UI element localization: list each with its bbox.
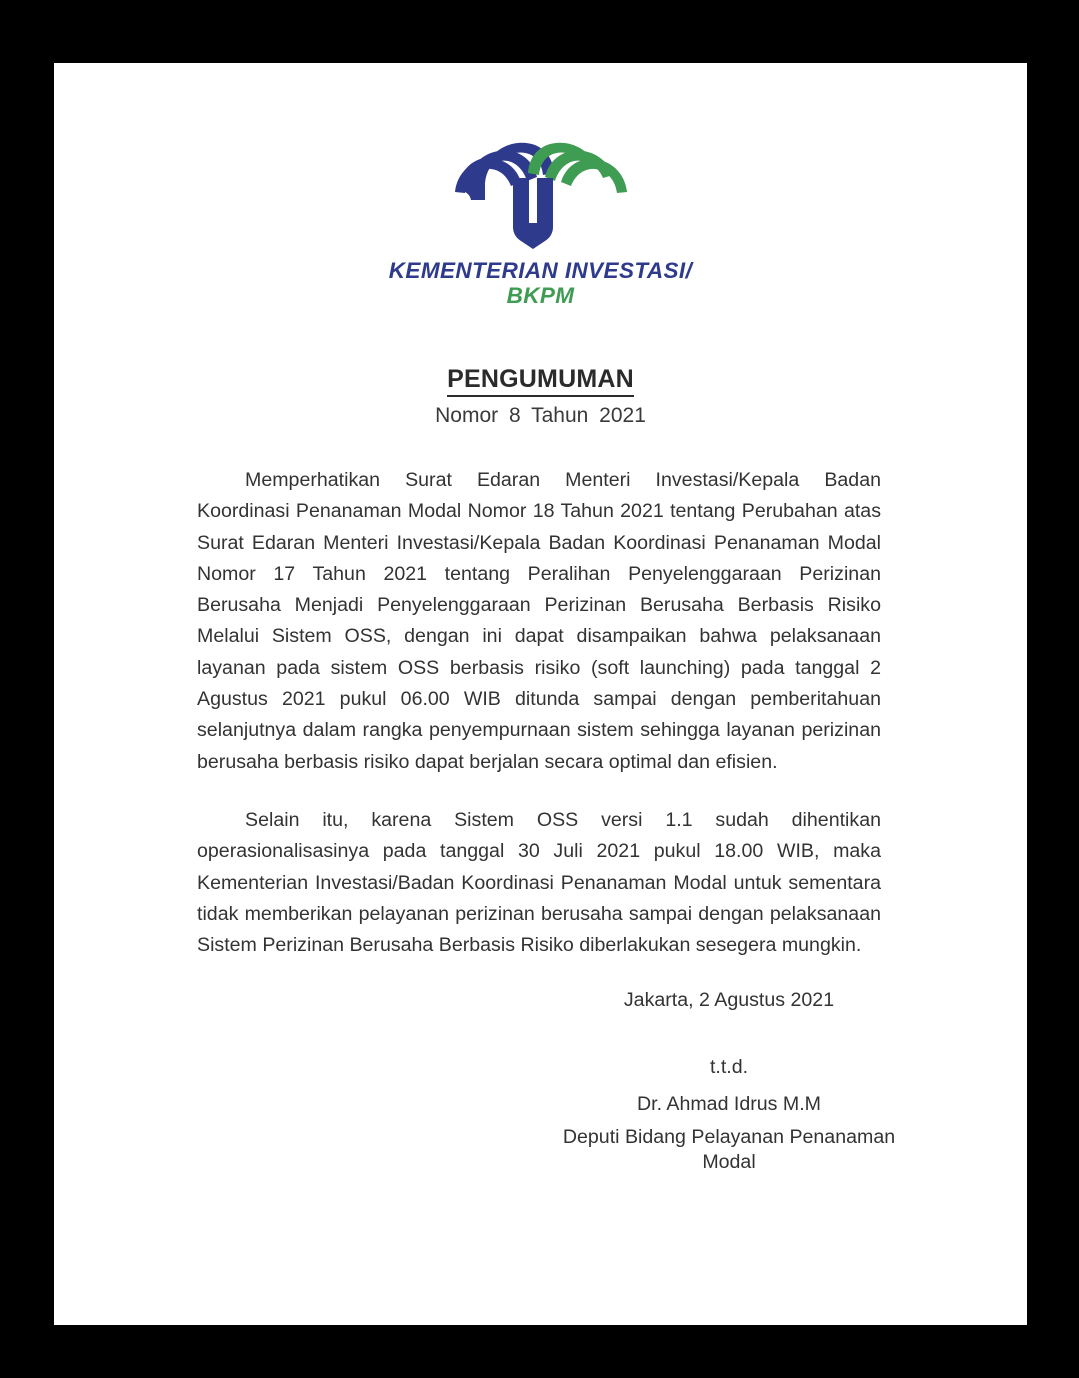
- document-body: [197, 465, 881, 961]
- signature-place-date: Jakarta, 2 Agustus 2021: [623, 989, 835, 1011]
- logo-wordmark-line-2: BKPM: [506, 283, 575, 309]
- signature-ttd-label: t.t.d.: [709, 1056, 749, 1079]
- page-title: PENGUMUMAN: [447, 365, 634, 397]
- logo-wordmark: [54, 258, 1027, 308]
- signature-block: [534, 988, 924, 1174]
- body-paragraph-2: Selain itu, karena Sistem OSS versi 1.1 sudah dihentikan operasionalisasinya pada tanggal 30 Juli 2021 pukul 18.00 WIB, maka Kementerian Investasi/Badan Koordinasi Penanaman Modal untuk sementara tidak memberikan pelayanan perizinan berusaha sampai dengan pelaksanaan Sistem Perizinan Berusaha Berbasis Risiko diberlakukan sesegera mungkin.: [197, 808, 881, 957]
- logo-wordmark-line-1: KEMENTERIAN INVESTASI/: [388, 258, 693, 283]
- kementerian-investasi-bkpm-logo-icon: [453, 128, 629, 250]
- page-title-wrapper: [54, 365, 1027, 397]
- body-paragraph-1: Memperhatikan Surat Edaran Menteri Investasi/Kepala Badan Koordinasi Penanaman Modal Nomor 18 Tahun 2021 tentang Perubahan atas Surat Edaran Menteri Investasi/Kepala Badan Koordinasi Penanaman Modal Nomor 17 Tahun 2021 tentang Peralihan Penyelenggaraan Perizinan Berusaha Menjadi Penyelenggaraan Perizinan Berusaha Berbasis Risiko Melalui Sistem OSS, dengan ini dapat disampaikan bahwa pelaksanaan layanan pada sistem OSS berbasis risiko (soft launching) pada tanggal 2 Agustus 2021 pukul 06.00 WIB ditunda sampai dengan pemberitahuan selanjutnya dalam rangka penyempurnaan sistem sehingga layanan perizinan berusaha berbasis risiko dapat berjalan secara optimal dan efisien.: [197, 469, 881, 773]
- signature-position: Deputi Bidang Pelayanan Penanaman Modal: [562, 1126, 896, 1173]
- title-block: [54, 365, 1027, 428]
- page-subtitle: Nomor 8 Tahun 2021: [435, 403, 646, 427]
- signature-name: Dr. Ahmad Idrus M.M: [636, 1092, 822, 1115]
- document-page: [54, 63, 1027, 1325]
- letterhead: [54, 63, 1027, 308]
